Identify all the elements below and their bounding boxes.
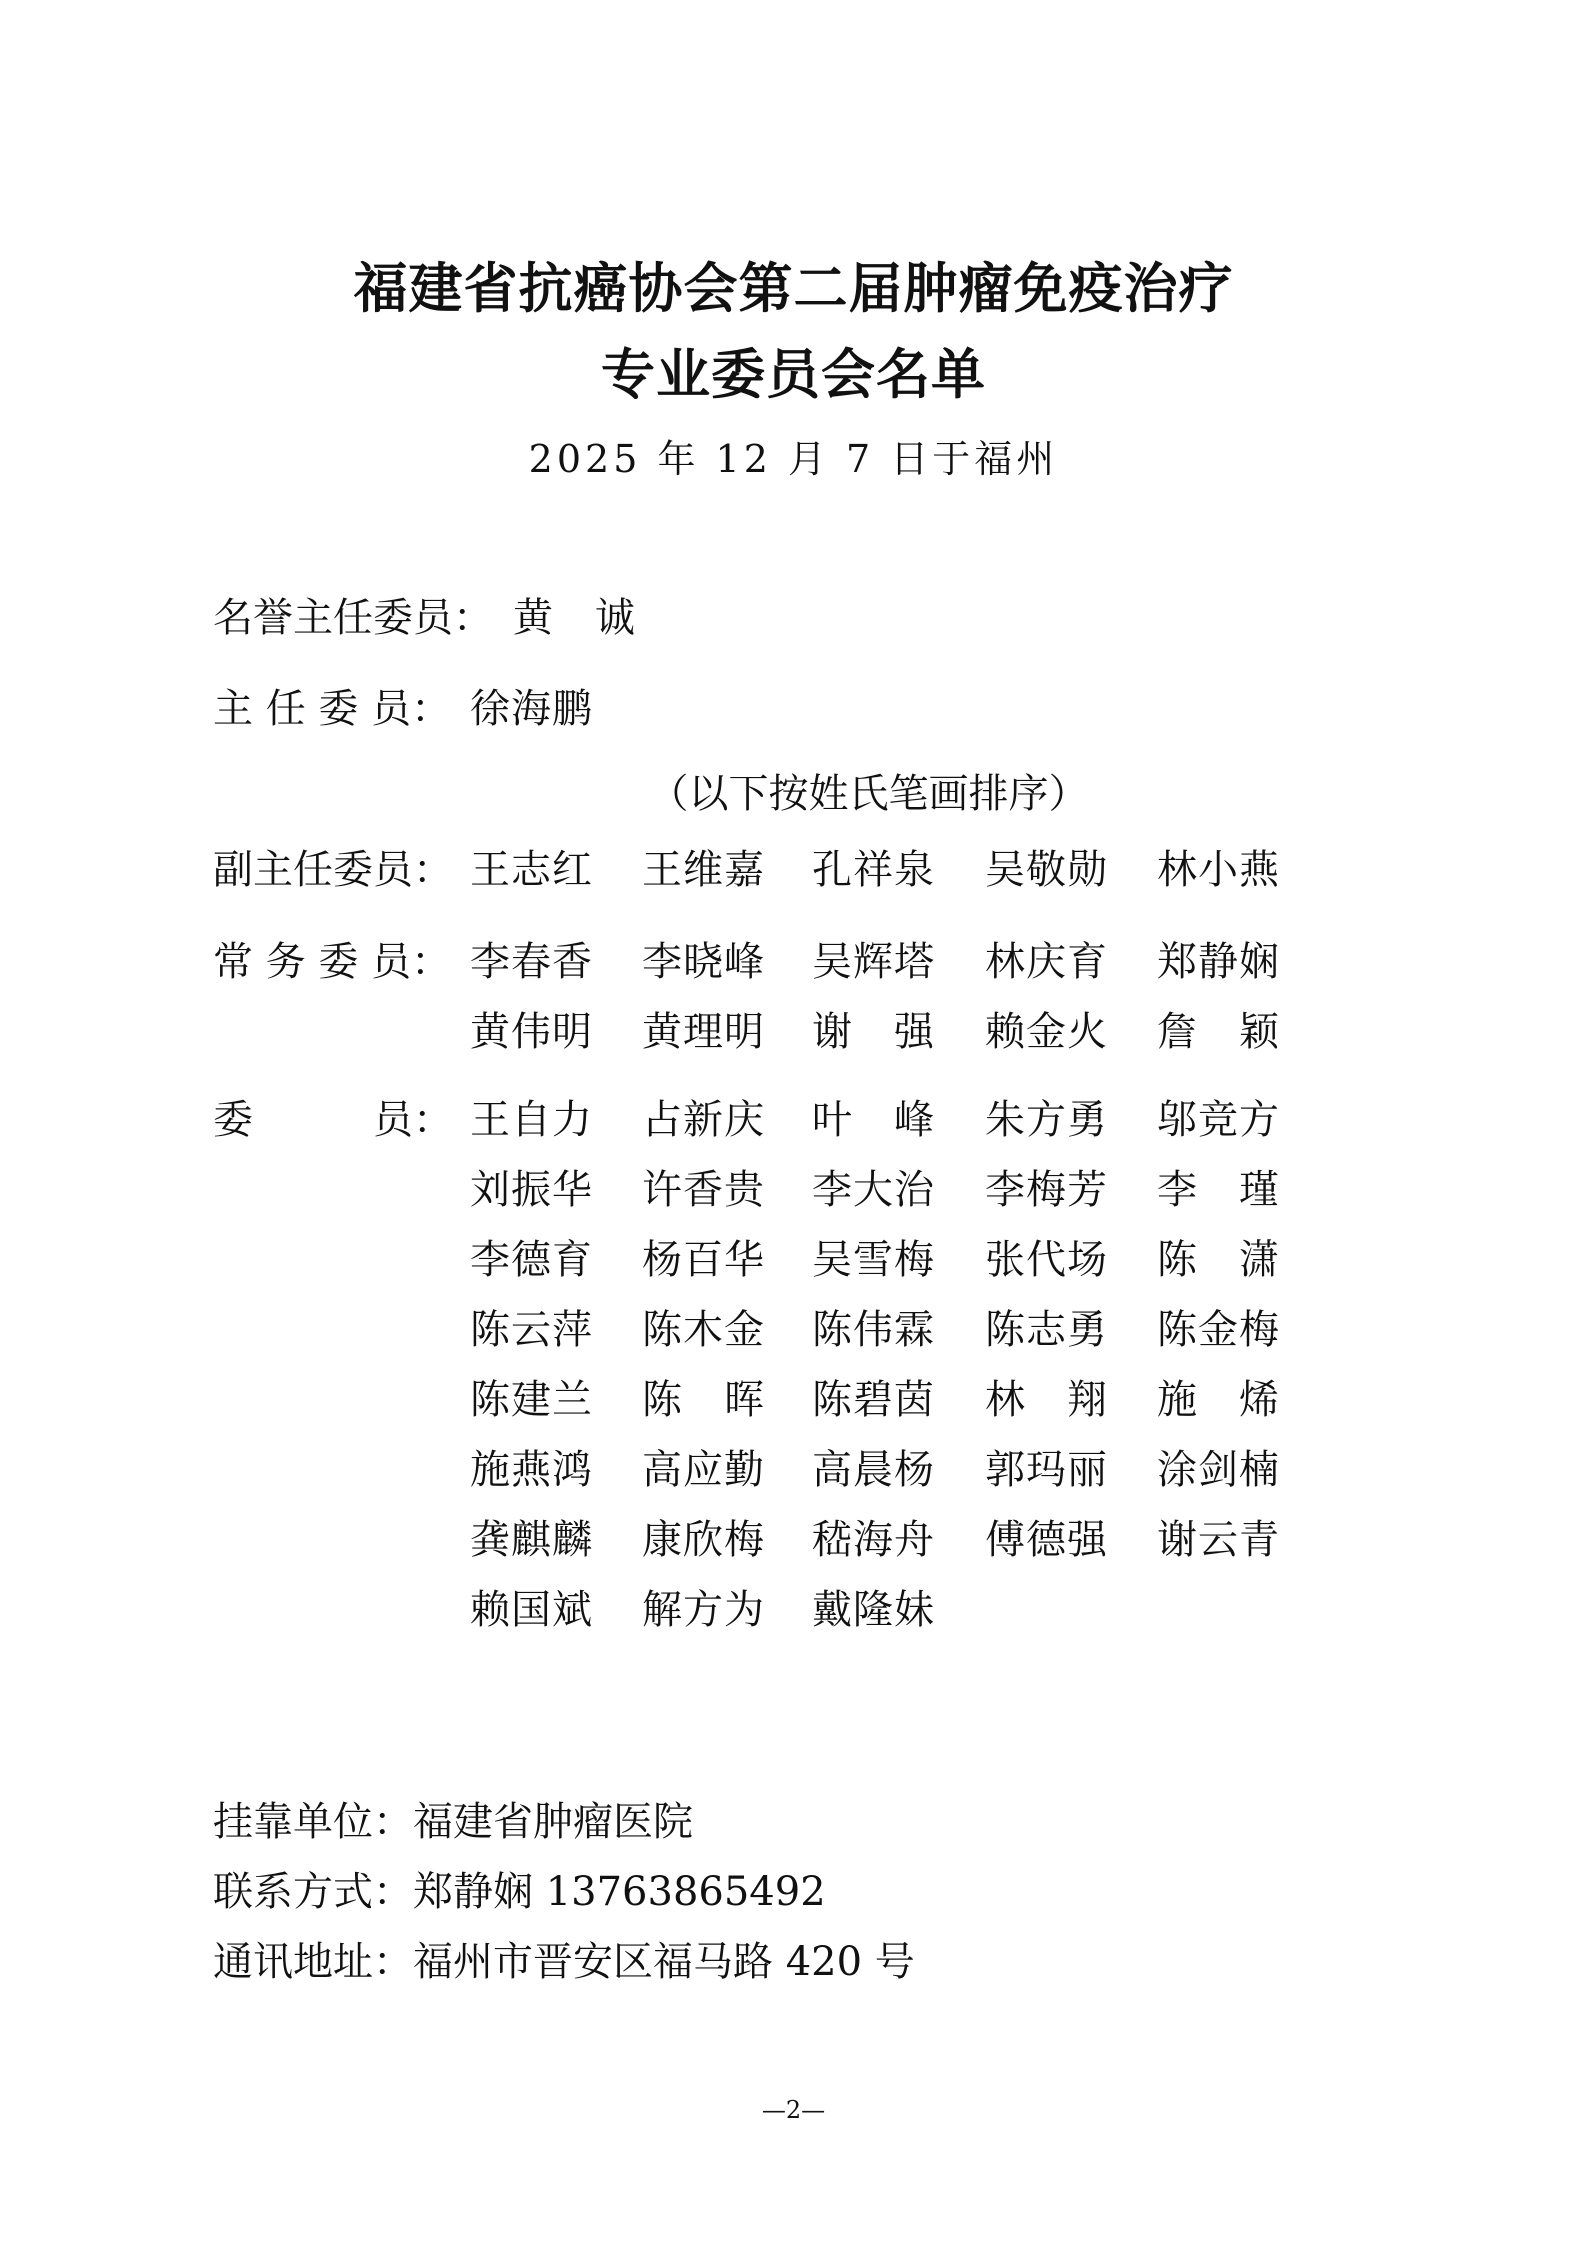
order-note: （以下按姓氏笔画排序） (648, 771, 1089, 817)
person-name: 赖金火 (985, 1009, 1107, 1055)
person-name: 杨百华 (642, 1237, 764, 1283)
document-title-line1: 福建省抗癌协会第二届肿瘤免疫治疗 (353, 257, 1234, 320)
person-name: 陈金梅 (1157, 1307, 1279, 1353)
affiliation-line: 挂靠单位：福建省肿瘤医院 (213, 1799, 693, 1845)
person-name: 林小燕 (1157, 847, 1279, 893)
person-name: 龚麒麟 (470, 1517, 592, 1563)
person-name: 王维嘉 (642, 847, 764, 893)
chair-label: 主 任 委 员： (213, 686, 452, 732)
person-name: 康欣梅 (642, 1517, 764, 1563)
person-name: 高应勤 (642, 1447, 764, 1493)
page-number: —2— (761, 2096, 826, 2124)
person-name: 林庆育 (985, 939, 1107, 985)
person-name: 朱方勇 (985, 1097, 1107, 1143)
person-name: 陈 潇 (1157, 1237, 1279, 1283)
person-name: 郭玛丽 (985, 1447, 1107, 1493)
person-name: 林 翔 (985, 1377, 1107, 1423)
person-name: 张代场 (985, 1237, 1107, 1283)
person-name: 谢 强 (812, 1009, 934, 1055)
person-name: 涂剑楠 (1157, 1447, 1279, 1493)
document-title-line2: 专业委员会名单 (601, 343, 986, 406)
chair-name: 徐海鹏 (470, 686, 592, 732)
person-name: 许香贵 (642, 1167, 764, 1213)
person-name: 施燕鸿 (470, 1447, 592, 1493)
honorary-chair-label: 名誉主任委员： (213, 595, 493, 641)
address-line: 通讯地址：福州市晋安区福马路 420 号 (213, 1939, 915, 1985)
person-name: 陈 晖 (642, 1377, 764, 1423)
person-name: 王志红 (470, 847, 592, 893)
person-name: 李德育 (470, 1237, 592, 1283)
person-name: 陈木金 (642, 1307, 764, 1353)
person-name: 占新庆 (642, 1097, 764, 1143)
person-name: 黄理明 (642, 1009, 764, 1055)
members-label: 委 员： (213, 1097, 453, 1143)
person-name: 叶 峰 (812, 1097, 934, 1143)
person-name: 陈碧茵 (812, 1377, 934, 1423)
person-name: 陈志勇 (985, 1307, 1107, 1353)
person-name: 邬竞方 (1157, 1097, 1279, 1143)
person-name: 施 烯 (1157, 1377, 1279, 1423)
person-name: 吴雪梅 (812, 1237, 934, 1283)
person-name: 解方为 (642, 1587, 764, 1633)
person-name: 李 瑾 (1157, 1167, 1279, 1213)
person-name: 吴辉塔 (812, 939, 934, 985)
person-name: 郑静娴 (1157, 939, 1279, 985)
person-name: 王自力 (470, 1097, 592, 1143)
person-name: 陈伟霖 (812, 1307, 934, 1353)
honorary-chair-name: 黄 诚 (513, 595, 635, 641)
person-name: 吴敬勋 (985, 847, 1107, 893)
person-name: 嵇海舟 (812, 1517, 934, 1563)
person-name: 李春香 (470, 939, 592, 985)
person-name: 李晓峰 (642, 939, 764, 985)
person-name: 李梅芳 (985, 1167, 1107, 1213)
person-name: 高晨杨 (812, 1447, 934, 1493)
person-name: 傅德强 (985, 1517, 1107, 1563)
person-name: 陈建兰 (470, 1377, 592, 1423)
person-name: 戴隆妹 (812, 1587, 934, 1633)
person-name: 刘振华 (470, 1167, 592, 1213)
person-name: 李大治 (812, 1167, 934, 1213)
person-name: 谢云青 (1157, 1517, 1279, 1563)
person-name: 赖国斌 (470, 1587, 592, 1633)
person-name: 孔祥泉 (812, 847, 934, 893)
person-name: 黄伟明 (470, 1009, 592, 1055)
vice-chairs-label: 副主任委员： (213, 847, 453, 893)
contact-line: 联系方式：郑静娴 13763865492 (213, 1869, 826, 1915)
standing-members-label: 常 务 委 员： (213, 939, 452, 985)
date-line: 2025 年 12 月 7 日于福州 (528, 437, 1059, 481)
person-name: 陈云萍 (470, 1307, 592, 1353)
person-name: 詹 颖 (1157, 1009, 1279, 1055)
